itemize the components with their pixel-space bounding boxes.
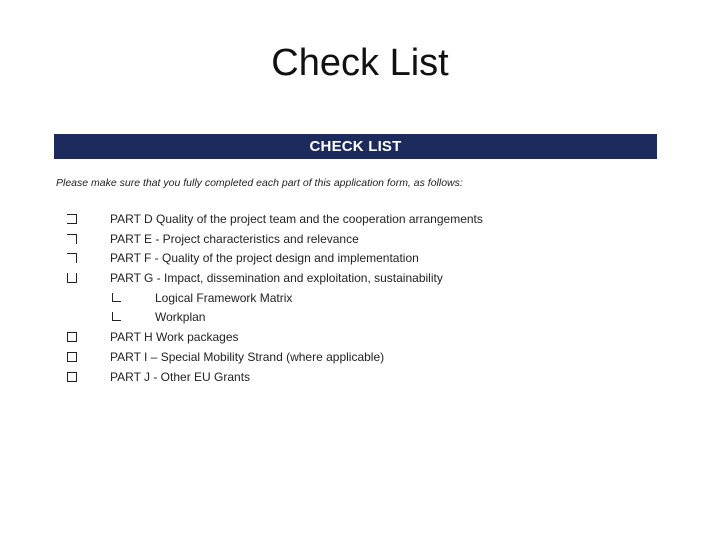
checklist-item-part-d: PART D Quality of the project team and the cooperation arrangements <box>110 212 483 226</box>
checkbox-icon[interactable] <box>67 332 77 342</box>
checkbox-icon[interactable] <box>67 352 77 362</box>
sub-item-icon <box>112 293 121 302</box>
checklist-subitem-workplan: Workplan <box>155 310 206 324</box>
checklist-item-part-g: PART G - Impact, dissemination and exploitation, sustainability <box>110 271 443 285</box>
checklist-subitem-logical-framework: Logical Framework Matrix <box>155 291 293 305</box>
sub-item-icon <box>112 312 121 321</box>
checkbox-icon[interactable] <box>67 273 77 283</box>
checklist-item-part-j: PART J - Other EU Grants <box>110 370 251 384</box>
checkbox-icon[interactable] <box>67 214 77 224</box>
checklist-item-part-f: PART F - Quality of the project design and implementation <box>110 251 419 265</box>
checklist-banner: CHECK LIST <box>54 134 657 159</box>
checklist-item-part-h: PART H Work packages <box>110 330 239 344</box>
slide-title: Check List <box>271 42 449 84</box>
checkbox-icon[interactable] <box>67 372 77 382</box>
checklist-item-part-e: PART E - Project characteristics and relevance <box>110 232 359 246</box>
checklist-item-part-i: PART I – Special Mobility Strand (where applicable) <box>110 350 385 364</box>
checkbox-icon[interactable] <box>67 234 77 244</box>
instruction-text: Please make sure that you fully completed each part of this application form, as follows: <box>56 177 463 189</box>
checkbox-icon[interactable] <box>67 253 77 263</box>
